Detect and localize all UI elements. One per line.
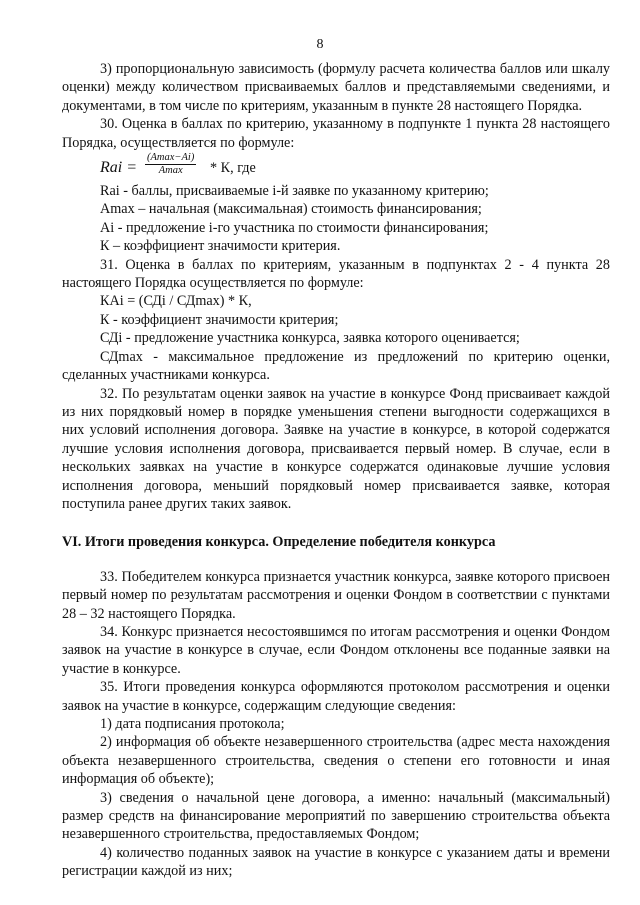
formula-fraction — [145, 152, 196, 177]
paragraph: 35. Итоги проведения конкурса оформляются протоколом рассмотрения и оценки заявок на участие в конкурсе, содержащим следующие сведения: — [62, 679, 610, 714]
formula-rai — [62, 152, 610, 182]
formula-kai: КАi = (СДi / СДmax) * К, — [100, 293, 252, 310]
paragraph: 3) пропорциональную зависимость (формулу расчета количества баллов или шкалу оценки) между количеством присваиваемых баллов и представляемыми сведениями, и документами, в том числе по критериям, указанным в пункте 28 настоящего Порядка. — [62, 61, 610, 114]
paragraph: К – коэффициент значимости критерия. — [100, 238, 341, 255]
list-item: 2) информация об объекте незавершенного строительства (адрес места нахождения объекта незавершенного строительства, сведения о степени его готовности и иная информация об объекте); — [62, 734, 610, 788]
section-heading: VI. Итоги проведения конкурса. Определение победителя конкурса — [62, 534, 496, 551]
paragraph: Ai - предложение i-го участника по стоимости финансирования; — [100, 219, 489, 236]
page-number: 8 — [316, 37, 324, 52]
list-item: 4) количество поданных заявок на участие в конкурсе с указанием даты и времени регистрации каждой из них; — [62, 844, 610, 880]
paragraph: СДi - предложение участника конкурса, заявка которого оценивается; — [100, 330, 520, 347]
paragraph: Rai - баллы, присваиваемые i-й заявке по указанному критерию; — [100, 183, 489, 200]
formula-denominator: Amax — [158, 165, 183, 177]
formula-numerator: (Amax−Ai) — [147, 152, 195, 164]
paragraph: 30. Оценка в баллах по критерию, указанному в подпункте 1 пункта 28 настоящего Порядка, осуществляется по формуле: — [62, 116, 610, 151]
paragraph: 32. По результатам оценки заявок на участие в конкурсе Фонд присваивает каждой из них порядковый номер в порядке уменьшения степени выгодности содержащихся в них условий исполнения договора. Заявке на участие в конкурсе, в которой содержатся лучшие условия исполнения договора, присваивается первый номер. В случае, если в нескольких заявках на участие в конкурсе содержатся одинаковые лучшие условия исполнения договора, меньший порядковый номер присваивается заявке, которая поступила ранее других таких заявок. — [62, 385, 610, 512]
list-item: 3) сведения о начальной цене договора, а именно: начальный (максимальный) размер средств на финансирование мероприятий по завершению строительства объекта незавершенного строительства, предоставляемых Фондом; — [62, 789, 610, 843]
paragraph: К - коэффициент значимости критерия; — [100, 311, 339, 328]
list-item: 1) дата подписания протокола; — [100, 716, 285, 732]
paragraph: Amax – начальная (максимальная) стоимость финансирования; — [100, 201, 482, 218]
page-content — [62, 60, 610, 881]
formula-rhs: * К, где — [210, 160, 256, 177]
paragraph: 34. Конкурс признается несостоявшимся по итогам рассмотрения и оценки Фондом заявок на участие в конкурсе в случае, если Фондом отклонены все поданные заявки на участие в конкурсе. — [62, 623, 610, 677]
paragraph: 33. Победителем конкурса признается участник конкурса, заявке которого присвоен первый номер по результатам рассмотрения и оценки Фондом в соответствии с пунктами 28 – 32 настоящего Порядка. — [62, 568, 610, 622]
paragraph: 31. Оценка в баллах по критериям, указанным в подпунктах 2 - 4 пункта 28 настоящего Порядка осуществляется по формуле: — [62, 256, 610, 292]
formula-lhs: Rai = — [100, 159, 138, 177]
paragraph: СДmax - максимальное предложение из предложений по критерию оценки, сделанных участниками конкурса. — [62, 348, 610, 384]
